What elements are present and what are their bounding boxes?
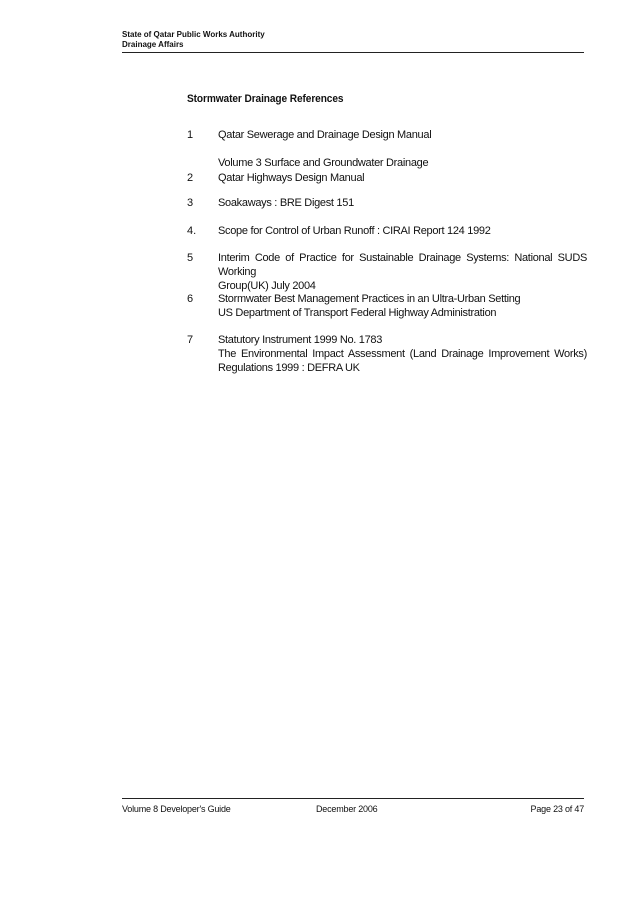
footer-rule xyxy=(122,798,584,799)
reference-number: 3 xyxy=(187,197,194,209)
reference-number: 4. xyxy=(187,225,197,237)
page-header xyxy=(122,30,584,53)
reference-text xyxy=(218,292,587,320)
reference-line: Statutory Instrument 1999 No. 1783 xyxy=(218,334,383,346)
reference-line: Volume 3 Surface and Groundwater Drainage xyxy=(218,157,429,169)
reference-number: 7 xyxy=(187,334,194,346)
reference-number: 1 xyxy=(187,129,194,141)
reference-text xyxy=(218,128,587,142)
reference-number: 5 xyxy=(187,252,194,264)
reference-line: Qatar Highways Design Manual xyxy=(218,172,365,184)
reference-text xyxy=(218,251,587,293)
footer-page-number: Page 23 of 47 xyxy=(530,804,584,814)
reference-line: Soakaways : BRE Digest 151 xyxy=(218,197,354,209)
reference-text xyxy=(218,156,587,170)
reference-line: The Environmental Impact Assessment (Land Drainage Improvement Works) xyxy=(218,348,587,360)
reference-text xyxy=(218,333,587,375)
reference-text xyxy=(218,171,587,185)
reference-line: Qatar Sewerage and Drainage Design Manual xyxy=(218,129,432,141)
header-department: Drainage Affairs xyxy=(122,40,184,49)
footer-document-title: Volume 8 Developer's Guide xyxy=(122,804,231,814)
reference-line: US Department of Transport Federal Highway Administration xyxy=(218,307,497,319)
page-title: Stormwater Drainage References xyxy=(187,93,344,105)
footer-date: December 2006 xyxy=(316,804,378,814)
reference-number: 2 xyxy=(187,172,194,184)
reference-line: Scope for Control of Urban Runoff : CIRAI Report 124 1992 xyxy=(218,225,491,237)
reference-number: 6 xyxy=(187,293,194,305)
reference-line: Group(UK) July 2004 xyxy=(218,280,316,292)
header-organization: State of Qatar Public Works Authority xyxy=(122,30,265,39)
header-rule xyxy=(122,52,584,53)
reference-text xyxy=(218,224,587,238)
reference-line: Stormwater Best Management Practices in an Ultra-Urban Setting xyxy=(218,293,521,305)
page-footer xyxy=(122,798,584,817)
reference-line: Interim Code of Practice for Sustainable Drainage Systems: National SUDS Working xyxy=(218,252,587,278)
reference-text xyxy=(218,196,587,210)
reference-line: Regulations 1999 : DEFRA UK xyxy=(218,362,360,374)
